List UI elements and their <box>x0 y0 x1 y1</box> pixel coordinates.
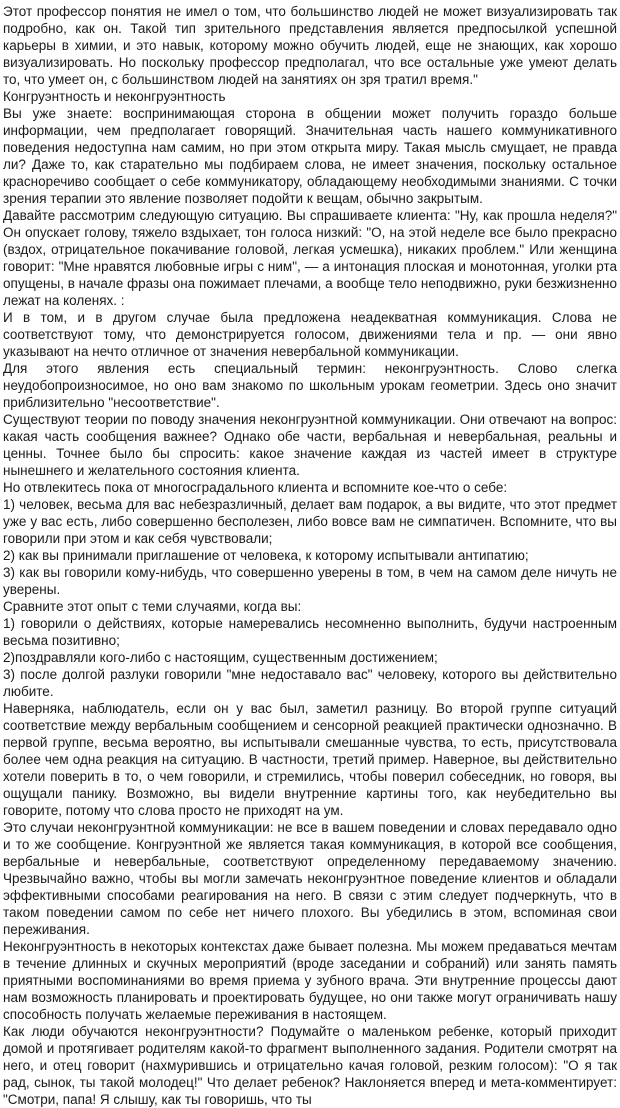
list-item-congratulations: 2)поздравляли кого-либо с настоящим, существенным достижением; <box>3 650 438 665</box>
paragraph-remember-self: Но отвлекитесь пока от многосградального клиента и вспомните кое-что о себе: <box>3 480 508 495</box>
paragraph-term: Для этого явления есть специальный термин: неконгруэнтность. Слово слегка неудобопроизносимое, но оно вам знакомо по школьным урокам геометрии. Здесь оно значит приблизительно "несоответствие". <box>3 361 617 410</box>
section-heading-congruence: Конгруэнтность и неконгруэнтность <box>3 89 226 104</box>
paragraph-inadequate-communication: И в том, и в другом случае была предложена неадекватная коммуникация. Слова не соответствуют тому, что демонстрируется голосом, движениями тела и пр. — они явно указывают на нечто отличное от значения невербальной коммуникации. <box>3 310 617 359</box>
paragraph-professor-ending: Этот профессор понятия не имел о том, что большинство людей не может визуализировать так подробно, как он. Такой тип зрительного представления является предпосылкой успешной карьеры в химии, и это навык, которому можно обучить людей, еще не знающих, как хорошо визуализировать. Но поскольку профессор предполагал, что все остальные уже умеют делать то, что умеет он, с большинством людей на занятиях он зря тратил время." <box>3 4 617 87</box>
paragraph-situation: Давайте рассмотрим следующую ситуацию. Вы спрашиваете клиента: "Ну, как прошла неделя?" Он опускает голову, тяжело вздыхает, тон голоса низкий: "О, на этой неделе все было прекрасно (вздох, отрицательное покачивание головой, легкая усмешка), никаких проблем." Или женщина говорит: "Мне нравятся любовные игры с ним", — а интонация плоская и монотонная, уголки рта опущены, в начале фразы она пожимает плечами, а вообще тело неподвижно, руки безжизненно лежат на коленях. : <box>3 208 617 308</box>
list-item-invitation: 2) как вы принимали приглашение от человека, к которому испытывали антипатию; <box>3 548 529 563</box>
paragraph-incongruent-cases: Это случаи неконгруэнтной коммуникации: не все в вашем поведении и словах передавало одно и то же сообщение. Конгруэнтной же является такая коммуникация, в которой все сообщения, вербальные и невербальные, соответствуют определенному передаваемому значению. Чрезвычайно важно, чтобы вы могли замечать неконгруэнтное поведение клиентов и обладали эффективными способами реагирования на него. В связи с этим следует подчеркнуть, что в таком поведении самом по себе нет ничего плохого. Вы убедились в этом, вспоминая свои переживания. <box>3 820 617 937</box>
paragraph-how-people-learn: Как люди обучаются неконгруэнтности? Подумайте о маленьком ребенке, который приходит домой и протягивает родителям какой-то фрагмент выполненного задания. Родители смотрят на него, и отец говорит (нахмурившись и отрицательно качая головой, резким голосом): "О я так рад, сынок, ты такой молодец!" Что делает ребенок? Наклоняется вперед и мета-комментирует: "Смотри, папа! Я слышу, как ты говоришь, что ты <box>3 1024 617 1107</box>
paragraph-you-know: Вы уже знаете: воспринимающая сторона в общении может получить гораздо больше информации, чем предполагает говорящий. Значительная часть нашего коммуникативного поведения недоступна нам самим, но при этом открыта миру. Такая мысль смущает, не правда ли? Даже то, как старательно мы подбираем слова, не имеет значения, поскольку остальное красноречиво сообщает о себе коммуникатору, обладающему необходимыми знаниями. С точки зрения терапии это явление позволяет подойти к вещам, обычно закрытым. <box>3 106 617 206</box>
list-item-actions: 1) говорили о действиях, которые намеревались несомненно выполнить, будучи настроенным весьма позитивно; <box>3 616 617 648</box>
paragraph-compare: Сравните этот опыт с теми случаями, когда вы: <box>3 599 302 614</box>
list-item-missed-you: 3) после долгой разлуки говорили "мне недоставало вас" человеку, которого вы действительно любите. <box>3 667 617 699</box>
list-item-certainty: 3) как вы говорили кому-нибудь, что совершенно уверены в том, в чем на самом деле ничуть не уверены. <box>3 565 617 597</box>
paragraph-observer: Наверняка, наблюдатель, если он у вас был, заметил разницу. Во второй группе ситуаций соответствие между вербальным сообщением и сенсорной реакцией практически однозначно. В первой группе, весьма вероятно, вы испытывали смешанные чувства, то есть, присутствовала более чем одна реакция на ситуацию. В частности, третий пример. Наверное, вы действительно хотели поверить в то, о чем говорили, и стремились, чтобы поверил собеседник, но говоря, вы ощущали панику. Возможно, вы видели внутренние картины того, как неубедительно вы говорите, потому что слова просто не приходят на ум. <box>3 701 617 818</box>
paragraph-theories: Существуют теории по поводу значения неконгруэнтной коммуникации. Они отвечают на вопрос: какая часть сообщения важнее? Однако обе части, вербальная и невербальная, реальны и ценны. Точнее было бы спросить: какое значение каждая из частей имеет в структуре нынешнего и желательного состояния клиента. <box>3 412 617 478</box>
paragraph-useful-incongruence: Неконгруэнтность в некоторых контекстах даже бывает полезна. Мы можем предаваться мечтам в течение длинных и скучных мероприятий (вроде заседании и собраний) или занять память приятными воспоминаниями во время приема у зубного врача. Эти внутренние процессы дают нам возможность планировать и проектировать будущее, но они также могут ограничивать нашу способность получать желаемые переживания в настоящем. <box>3 939 617 1022</box>
list-item-gift: 1) человек, весьма для вас небезразличный, делает вам подарок, а вы видите, что этот предмет уже у вас есть, либо совершенно бесполезен, либо вовсе вам не симпатичен. Вспомните, что вы говорили при этом и как себя чувствовали; <box>3 497 617 546</box>
